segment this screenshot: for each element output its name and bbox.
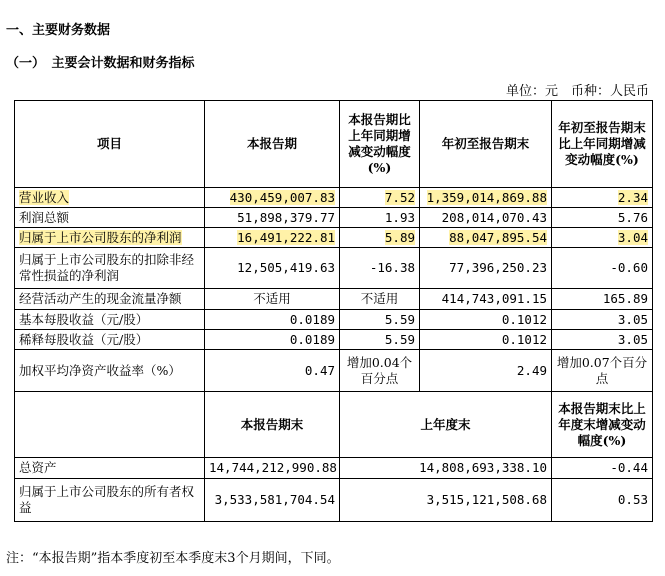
row-label: 经营活动产生的现金流量净额 — [15, 289, 205, 310]
row-current: 0.0189 — [205, 310, 340, 330]
row-label: 归属于上市公司股东的扣除非经常性损益的净利润 — [15, 248, 205, 289]
table-row — [15, 310, 653, 330]
row-current: 0.47 — [205, 350, 340, 392]
header2-period-end: 本报告期末 — [205, 392, 340, 458]
header2-prior-year-end: 上年度末 — [340, 392, 552, 458]
section-title: 一、主要财务数据 — [6, 23, 111, 38]
row-ytd: 1,359,014,869.88 — [426, 189, 547, 205]
row-change: 1.93 — [340, 208, 420, 228]
row-period-end: 3,533,581,704.54 — [205, 479, 340, 522]
row-change: 5.89 — [384, 229, 415, 245]
header-ytd-change: 年初至报告期末比上年同期增减变动幅度(%) — [552, 101, 653, 188]
row-ytd: 0.1012 — [420, 310, 552, 330]
row-ytd-change: 165.89 — [552, 289, 653, 310]
row-ytd: 88,047,895.54 — [449, 229, 547, 245]
header-current-period: 本报告期 — [205, 101, 340, 188]
row-label: 营业收入 — [19, 189, 70, 205]
row-change: -0.44 — [552, 458, 653, 479]
table-row — [15, 350, 653, 392]
row-prior-year-end: 3,515,121,508.68 — [340, 479, 552, 522]
row-label: 归属于上市公司股东的净利润 — [19, 229, 182, 245]
header-item: 项目 — [15, 101, 205, 188]
row-current: 12,505,419.63 — [205, 248, 340, 289]
row-ytd-change: 5.76 — [552, 208, 653, 228]
row-label: 总资产 — [15, 458, 205, 479]
unit-currency-line: 单位：元 币种：人民币 — [505, 84, 649, 99]
row-label: 归属于上市公司股东的所有者权益 — [15, 479, 205, 522]
row-ytd-change: -0.60 — [552, 248, 653, 289]
table-header-row — [15, 101, 653, 188]
footnote: 注：“本报告期”指本季度初至本季度末3个月期间，下同。 — [6, 551, 340, 566]
table-row — [15, 208, 653, 228]
row-change: -16.38 — [340, 248, 420, 289]
row-ytd: 77,396,250.23 — [420, 248, 552, 289]
row-change: 0.53 — [552, 479, 653, 522]
row-ytd: 2.49 — [420, 350, 552, 392]
row-current: 51,898,379.77 — [205, 208, 340, 228]
row-label: 基本每股收益（元/股） — [15, 310, 205, 330]
row-ytd-change: 3.05 — [552, 310, 653, 330]
row-change: 增加0.04个百分点 — [340, 350, 420, 392]
row-current: 不适用 — [205, 289, 340, 310]
financial-data-table — [14, 100, 653, 522]
row-change: 5.59 — [340, 330, 420, 350]
row-ytd: 208,014,070.43 — [420, 208, 552, 228]
table-row — [15, 458, 653, 479]
row-ytd-change: 3.04 — [617, 229, 648, 245]
row-ytd: 414,743,091.15 — [420, 289, 552, 310]
table-row — [15, 289, 653, 310]
row-ytd-change: 增加0.07个百分点 — [552, 350, 653, 392]
header-ytd: 年初至报告期末 — [420, 101, 552, 188]
row-ytd-change: 3.05 — [552, 330, 653, 350]
row-change: 不适用 — [340, 289, 420, 310]
row-ytd: 0.1012 — [420, 330, 552, 350]
table-header-row-2 — [15, 392, 653, 458]
table-row — [15, 330, 653, 350]
row-prior-year-end: 14,808,693,338.10 — [340, 458, 552, 479]
header2-change: 本报告期末比上年度末增减变动幅度(%) — [552, 392, 653, 458]
header-yoy-change: 本报告期比上年同期增减变动幅度(%) — [340, 101, 420, 188]
header2-empty — [15, 392, 205, 458]
table-row — [15, 228, 653, 248]
row-current: 430,459,007.83 — [229, 189, 335, 205]
row-ytd-change: 2.34 — [617, 189, 648, 205]
row-change: 5.59 — [340, 310, 420, 330]
subsection-title: （一） 主要会计数据和财务指标 — [6, 56, 195, 71]
row-current: 0.0189 — [205, 330, 340, 350]
row-label: 利润总额 — [15, 208, 205, 228]
table-row — [15, 188, 653, 208]
row-label: 稀释每股收益（元/股） — [15, 330, 205, 350]
table-row — [15, 479, 653, 522]
row-period-end: 14,744,212,990.88 — [205, 458, 340, 479]
row-current: 16,491,222.81 — [237, 229, 335, 245]
row-label: 加权平均净资产收益率（%） — [15, 350, 205, 392]
row-change: 7.52 — [384, 189, 415, 205]
table-row — [15, 248, 653, 289]
